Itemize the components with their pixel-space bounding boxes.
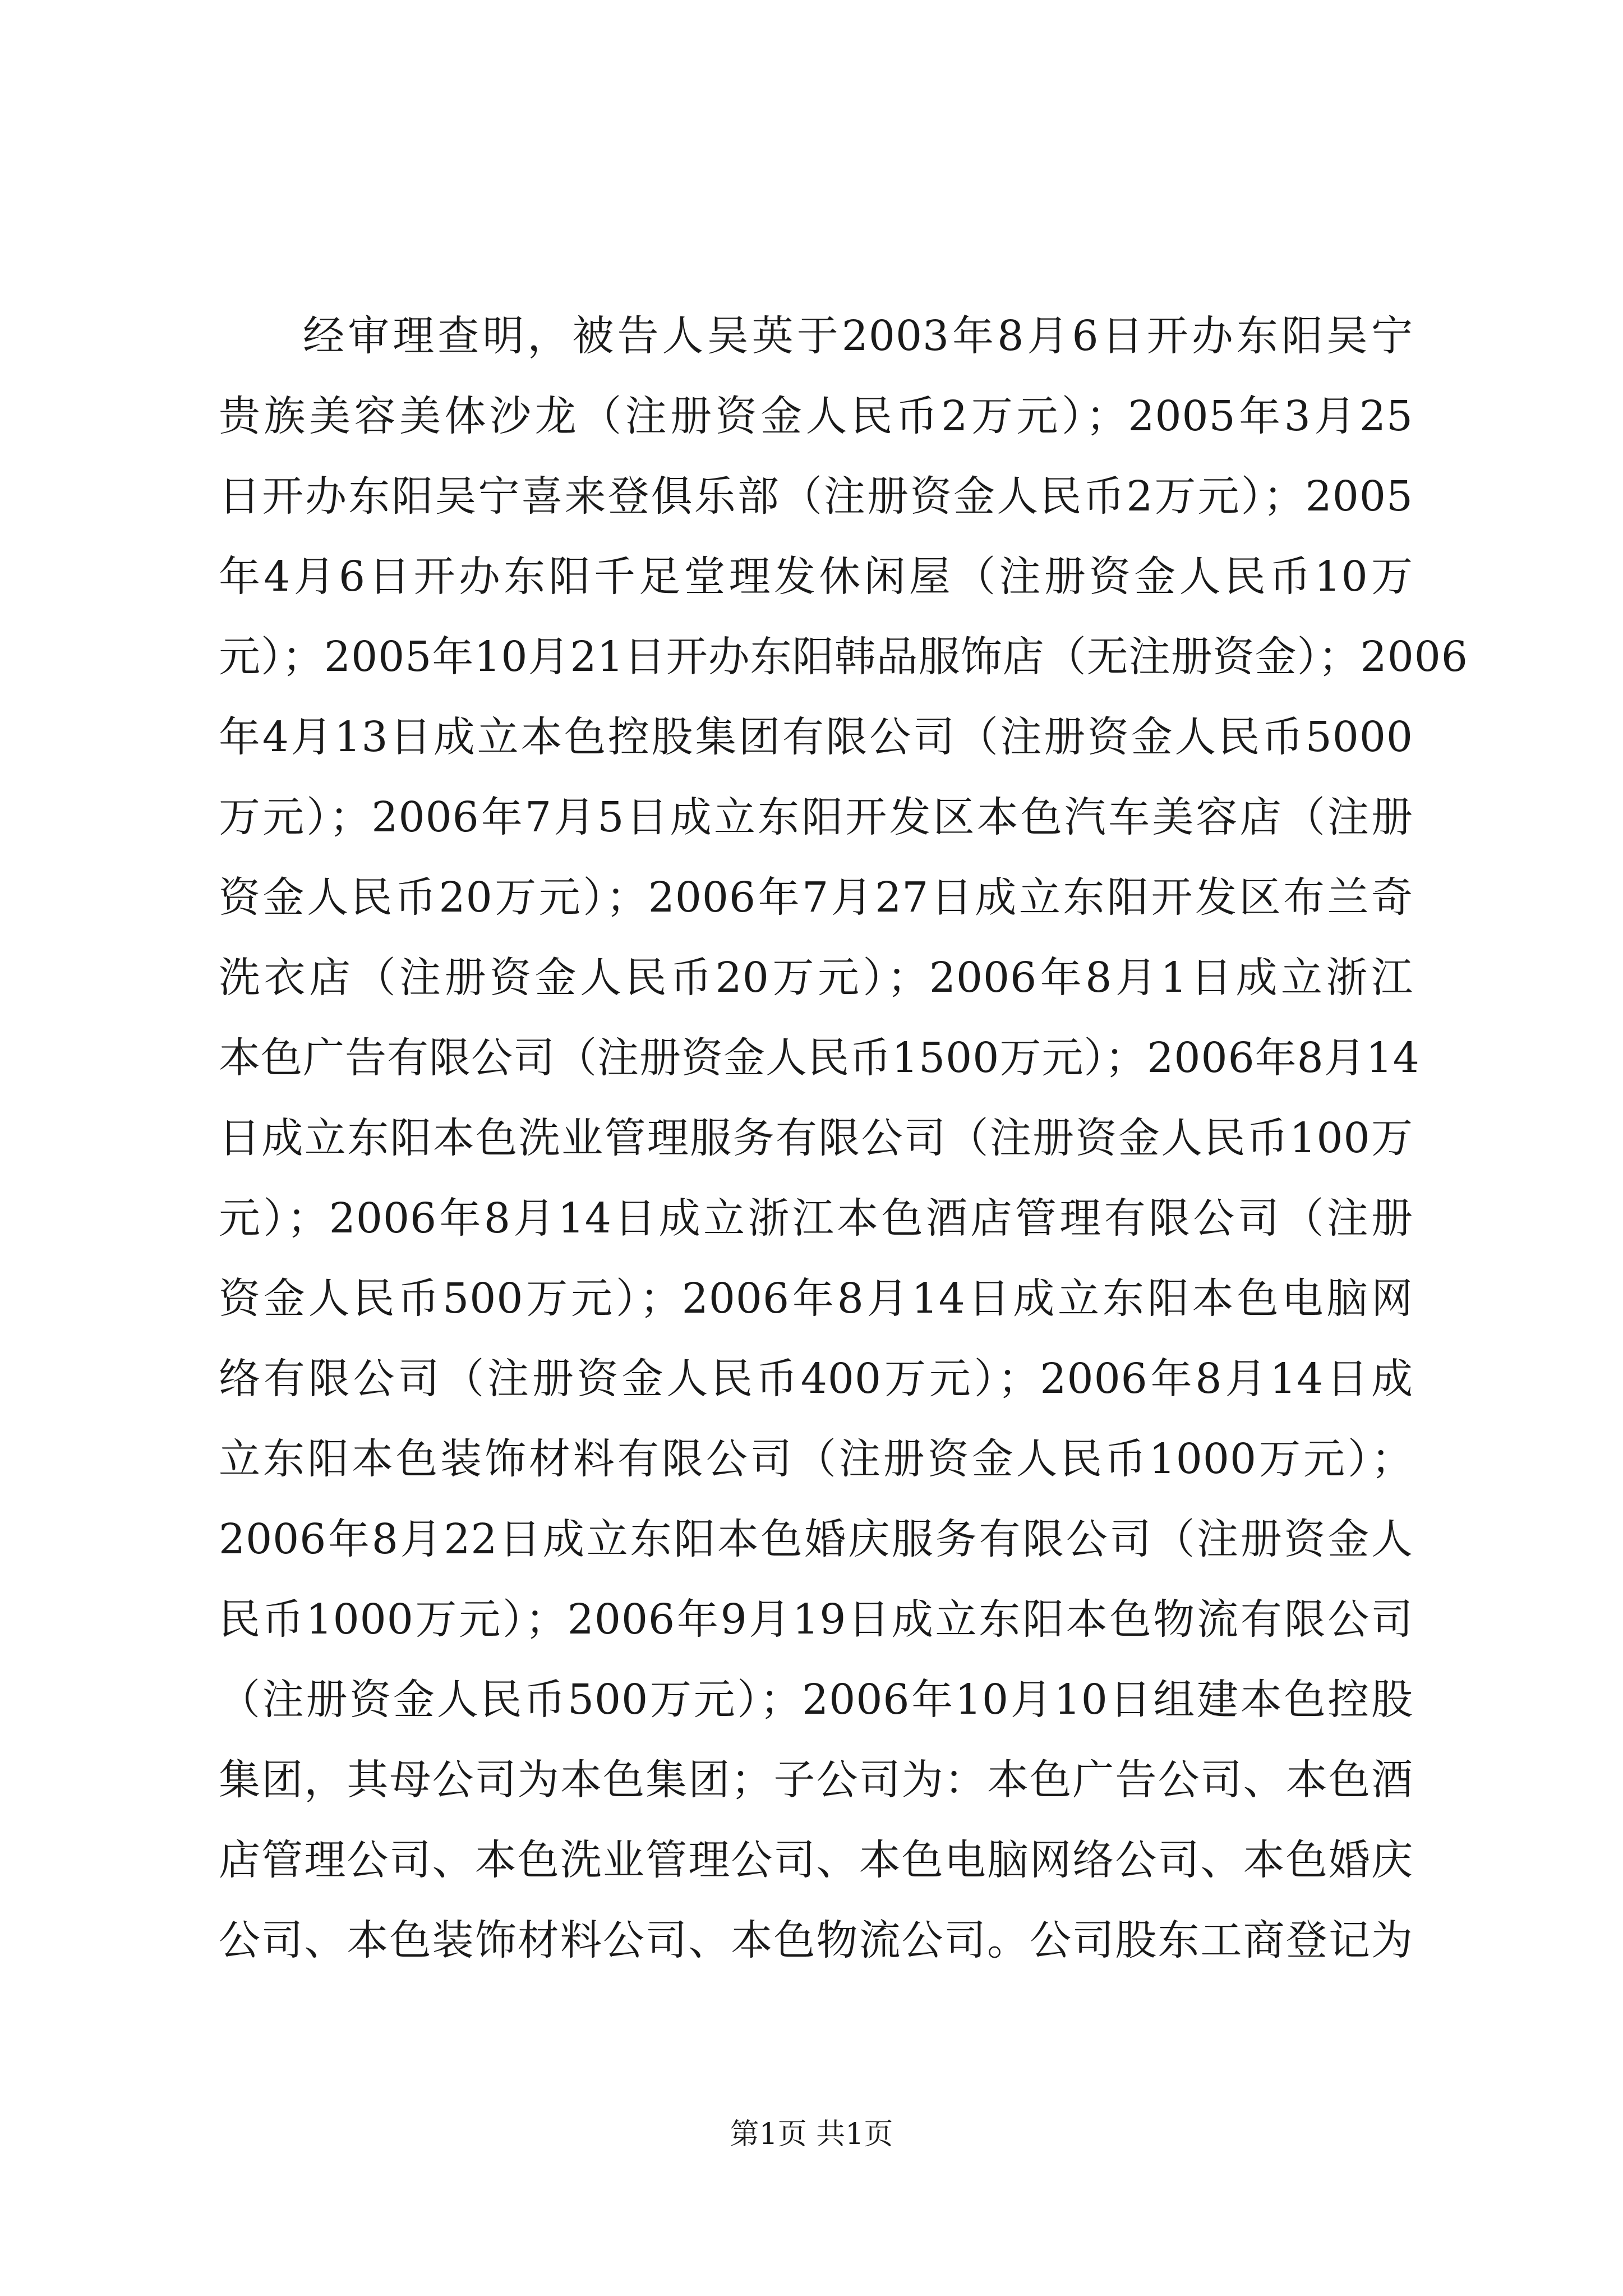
text-line: 元）；2006年8月14日成立浙江本色酒店管理有限公司（注册 xyxy=(219,1194,1413,1243)
text-line: 2006年8月22日成立东阳本色婚庆服务有限公司（注册资金人 xyxy=(219,1515,1413,1563)
text-line: 集团，其母公司为本色集团；子公司为：本色广告公司、本色酒 xyxy=(219,1756,1413,1804)
body-paragraph xyxy=(219,296,1468,1981)
text-line: 年4月6日开办东阳千足堂理发休闲屋（注册资金人民币10万 xyxy=(219,553,1413,601)
text-line: 日成立东阳本色洗业管理服务有限公司（注册资金人民币100万 xyxy=(219,1114,1413,1162)
text-line: （注册资金人民币500万元）；2006年10月10日组建本色控股 xyxy=(219,1676,1413,1724)
text-line: 经审理查明，被告人吴英于2003年8月6日开办东阳吴宁 xyxy=(303,312,1413,360)
text-line: 贵族美容美体沙龙（注册资金人民币2万元）；2005年3月25 xyxy=(219,392,1413,440)
text-line: 立东阳本色装饰材料有限公司（注册资金人民币1000万元）； xyxy=(219,1435,1413,1483)
text-line: 万元）；2006年7月5日成立东阳开发区本色汽车美容店（注册 xyxy=(219,793,1413,841)
text-line: 民币1000万元）；2006年9月19日成立东阳本色物流有限公司 xyxy=(219,1595,1413,1644)
text-line: 资金人民币500万元）；2006年8月14日成立东阳本色电脑网 xyxy=(219,1274,1413,1323)
text-line: 元）；2005年10月21日开办东阳韩品服饰店（无注册资金）；2006 xyxy=(219,633,1468,681)
text-line: 日开办东阳吴宁喜来登俱乐部（注册资金人民币2万元）；2005 xyxy=(219,472,1413,521)
text-line: 年4月13日成立本色控股集团有限公司（注册资金人民币5000 xyxy=(219,713,1413,761)
text-line: 店管理公司、本色洗业管理公司、本色电脑网络公司、本色婚庆 xyxy=(219,1836,1413,1884)
text-line: 资金人民币20万元）；2006年7月27日成立东阳开发区布兰奇 xyxy=(219,873,1413,922)
text-line: 络有限公司（注册资金人民币400万元）；2006年8月14日成 xyxy=(219,1355,1413,1403)
page-number-footer: 第1页 共1页 xyxy=(730,2118,893,2151)
text-line: 公司、本色装饰材料公司、本色物流公司。公司股东工商登记为 xyxy=(219,1916,1413,1964)
text-line: 洗衣店（注册资金人民币20万元）；2006年8月1日成立浙江 xyxy=(219,954,1413,1002)
text-line: 本色广告有限公司（注册资金人民币1500万元）；2006年8月14 xyxy=(219,1034,1420,1082)
